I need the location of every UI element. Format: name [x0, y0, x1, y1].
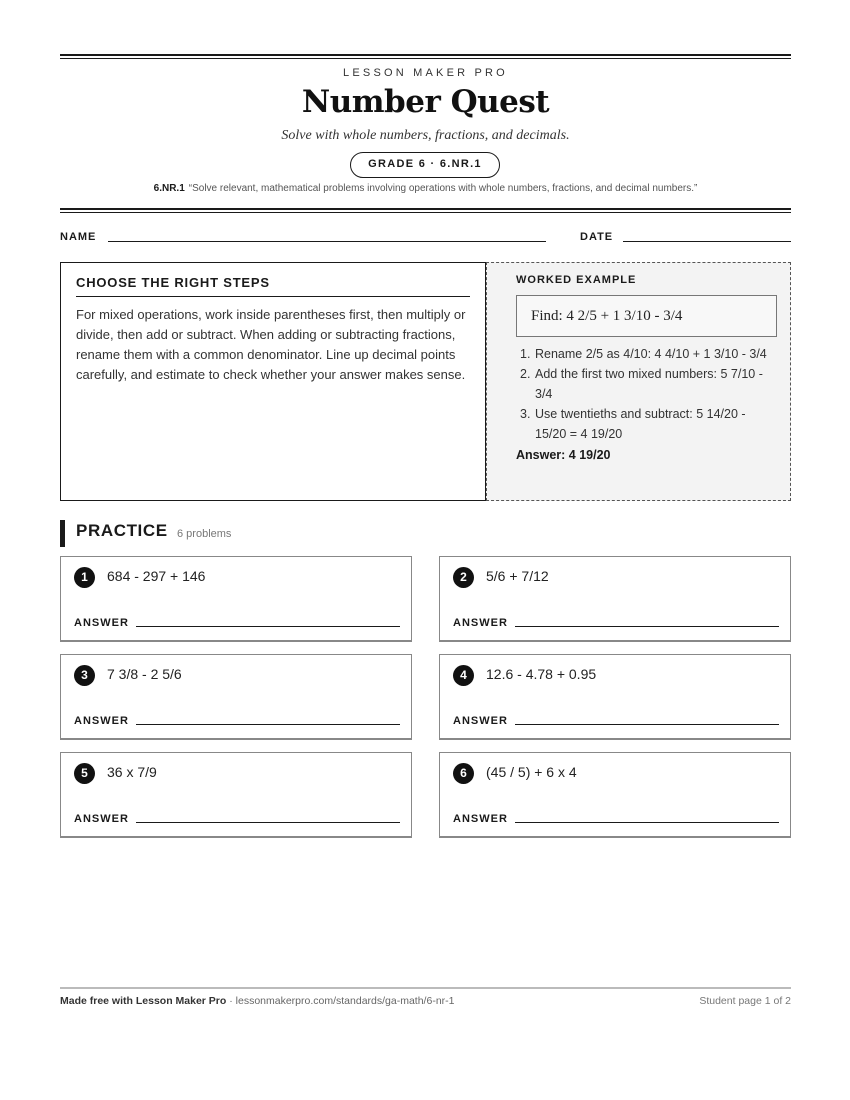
worked-example-steps — [516, 344, 775, 444]
answer-field[interactable] — [515, 822, 779, 823]
footer-url: · lessonmakerpro.com/standards/ga-math/6-nr-1 — [226, 995, 455, 1007]
answer-field[interactable] — [515, 626, 779, 627]
problem-card-6 — [439, 752, 791, 838]
problem-expression: 7 3/8 - 2 5/6 — [107, 666, 182, 682]
problem-number-badge: 3 — [74, 665, 95, 686]
brand-name: LESSON MAKER PRO — [343, 67, 508, 79]
answer-field[interactable] — [515, 724, 779, 725]
steps-panel — [60, 262, 486, 501]
date-label: DATE — [580, 231, 614, 243]
page-subtitle: Solve with whole numbers, fractions, and decimals. — [281, 128, 570, 143]
steps-heading: CHOOSE THE RIGHT STEPS — [76, 275, 470, 297]
problem-number-badge: 2 — [453, 567, 474, 588]
answer-label: ANSWER — [453, 617, 508, 629]
problem-card-5 — [60, 752, 412, 838]
worked-example-step: 1. Rename 2/5 as 4/10: 4 4/10 + 1 3/10 - 3/4 — [520, 347, 767, 361]
answer-label: ANSWER — [74, 617, 129, 629]
problem-number-badge: 6 — [453, 763, 474, 784]
problem-expression: 12.6 - 4.78 + 0.95 — [486, 666, 597, 682]
worked-example-problem: Find: 4 2/5 + 1 3/10 - 3/4 — [516, 295, 777, 337]
standard-code: 6.NR.1 — [153, 183, 185, 194]
footer-rule — [60, 987, 791, 989]
header-top-rule — [60, 54, 791, 59]
standard-text: “Solve relevant, mathematical problems involving operations with whole numbers, fractions, and decimal numbers.” — [188, 183, 698, 194]
steps-body: For mixed operations, work inside parentheses first, then multiply or divide, then add or subtract. When adding or subtracting fractions, rename them with a common denominator. Line up decimal points carefully, and estimate to check whether your answer makes sense. — [76, 307, 466, 382]
worksheet-page — [60, 0, 791, 1100]
footer-credit — [60, 995, 455, 1007]
problem-number-badge: 5 — [74, 763, 95, 784]
problem-card-1 — [60, 556, 412, 642]
practice-accent-bar — [60, 520, 65, 547]
worked-example-step: 3. Use twentieths and subtract: 5 14/20 - 15/20 = 4 19/20 — [520, 407, 746, 441]
answer-field[interactable] — [136, 626, 400, 627]
name-field[interactable] — [108, 241, 546, 242]
worked-example-heading: WORKED EXAMPLE — [516, 274, 637, 286]
practice-count: 6 problems — [177, 528, 232, 540]
problem-expression: (45 / 5) + 6 x 4 — [486, 764, 577, 780]
answer-label: ANSWER — [453, 813, 508, 825]
name-label: NAME — [60, 231, 97, 243]
worked-example-panel — [486, 262, 791, 501]
standard-statement — [60, 183, 791, 194]
answer-label: ANSWER — [74, 715, 129, 727]
answer-label: ANSWER — [453, 715, 508, 727]
worked-example-step: 2. Add the first two mixed numbers: 5 7/10 - 3/4 — [520, 367, 763, 401]
worked-example-answer: Answer: 4 19/20 — [516, 448, 611, 462]
problem-card-3 — [60, 654, 412, 740]
problem-number-badge: 1 — [74, 567, 95, 588]
footer-made-with: Made free with Lesson Maker Pro — [60, 995, 227, 1007]
answer-field[interactable] — [136, 822, 400, 823]
problem-card-4 — [439, 654, 791, 740]
grade-badge: GRADE 6 · 6.NR.1 — [350, 152, 500, 178]
problem-expression: 36 x 7/9 — [107, 764, 157, 780]
answer-label: ANSWER — [74, 813, 129, 825]
footer-page-number: Student page 1 of 2 — [699, 995, 791, 1007]
problem-number-badge: 4 — [453, 665, 474, 686]
problem-expression: 684 - 297 + 146 — [107, 568, 206, 584]
page-title: Number Quest — [301, 84, 550, 120]
problem-card-2 — [439, 556, 791, 642]
answer-field[interactable] — [136, 724, 400, 725]
date-field[interactable] — [623, 241, 791, 242]
header-bottom-rule — [60, 208, 791, 213]
problem-expression: 5/6 + 7/12 — [486, 568, 549, 584]
practice-heading: PRACTICE — [76, 521, 168, 540]
